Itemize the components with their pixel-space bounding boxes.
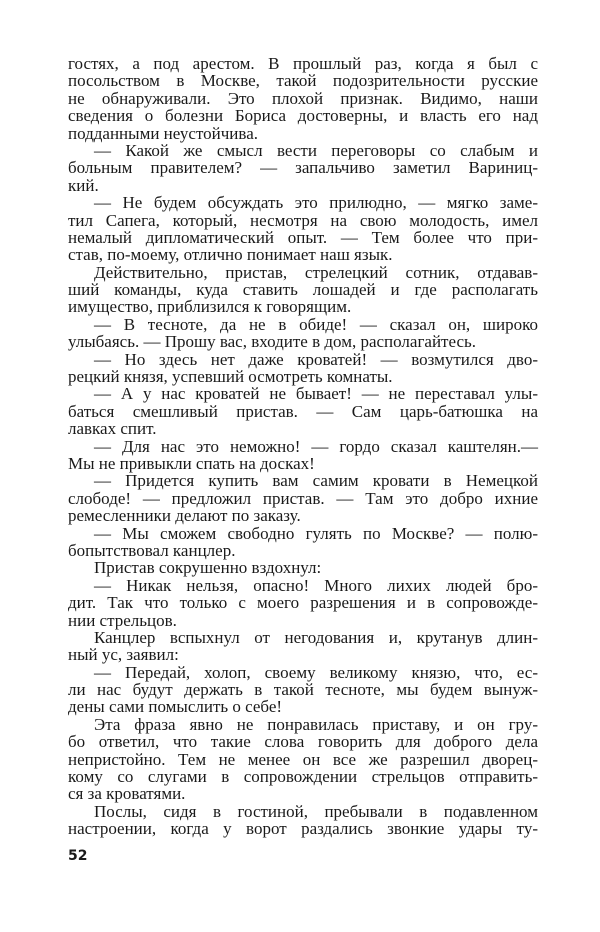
text-line: Пристав сокрушенно вздохнул:	[94, 558, 322, 578]
text-line: немалый дипломатический опыт. — Тем более что при-	[68, 227, 538, 247]
page-number: 52	[68, 848, 88, 864]
text-line: подданными неустойчива.	[68, 123, 258, 143]
text-line: — Но здесь нет даже кроватей! — возмутился дво-	[94, 349, 538, 369]
text-line: ший команды, куда ставить лошадей и где располагать	[68, 280, 538, 300]
text-line: улыбаясь. — Прошу вас, входите в дом, располагайтесь.	[68, 332, 477, 352]
text-line: бопытствовал канцлер.	[68, 540, 236, 560]
text-line: бо ответил, что такие слова говорить для доброго дела	[68, 732, 538, 752]
text-line: Эта фраза явно не понравилась приставу, и он гру-	[94, 714, 538, 734]
text-line: рецкий князя, успевший осмотреть комнаты.	[68, 367, 393, 387]
text-line: ный ус, заявил:	[68, 645, 179, 665]
text-line: кий.	[68, 175, 99, 195]
text-line: Мы не привыкли спать на досках!	[68, 453, 315, 473]
page-body-text	[68, 55, 538, 838]
text-line: — Передай, холоп, своему великому князю, что, ес-	[94, 662, 538, 682]
text-line: Канцлер вспыхнул от негодования и, крутанув длин-	[94, 627, 538, 647]
text-line: Действительно, пристав, стрелецкий сотник, отдавав-	[94, 262, 538, 282]
text-line: Послы, сидя в гостиной, пребывали в подавленном	[94, 801, 538, 821]
text-line: больным правителем? — запальчиво заметил Вариниц-	[68, 158, 538, 178]
text-line: — Какой же смысл вести переговоры со слабым и	[94, 140, 538, 160]
text-line: гостях, а под арестом. В прошлый раз, когда я был с	[68, 54, 538, 73]
text-line: нии стрельцов.	[68, 610, 177, 630]
text-line: слободе! — предложил пристав. — Там это добро ихние	[68, 488, 538, 508]
text-line: не обнаруживали. Это плохой признак. Видимо, наши	[68, 88, 538, 108]
text-line: ли нас будут держать в такой тесноте, мы будем вынуж-	[68, 680, 538, 700]
text-line: ремесленники делают по заказу.	[68, 506, 301, 526]
text-line: настроении, когда у ворот раздались звонкие удары ту-	[68, 819, 538, 839]
text-line: лавках спит.	[68, 419, 157, 439]
text-line: баться смешливый пристав. — Сам царь-батюшка на	[68, 401, 538, 421]
text-line: став, по-моему, отлично понимает наш язык.	[68, 245, 393, 265]
text-line: дены сами помыслить о себе!	[68, 697, 283, 717]
text-line: дит. Так что только с моего разрешения и в сопровожде-	[68, 593, 538, 613]
text-line: — Не будем обсуждать это прилюдно, — мягко заме-	[94, 193, 538, 213]
text-line: кому со слугами в сопровождении стрельцов отправить-	[68, 767, 538, 787]
text-line: — А у нас кроватей не бывает! — не переставал улы-	[94, 384, 538, 404]
text-line: — В тесноте, да не в обиде! — сказал он, широко	[94, 314, 538, 334]
text-line: сведения о болезни Бориса достоверны, и власть его над	[68, 106, 538, 126]
text-line: посольством в Москве, такой подозрительности русские	[68, 71, 538, 91]
text-line: — Мы сможем свободно гулять по Москве? — полю-	[94, 523, 538, 543]
text-line: — Никак нельзя, опасно! Много лихих людей бро-	[94, 575, 538, 595]
text-line: имущество, приблизился к говорящим.	[68, 297, 352, 317]
text-line: — Придется купить вам самим кровати в Немецкой	[94, 471, 538, 491]
text-line: ся за кроватями.	[68, 784, 186, 804]
text-line: непристойно. Тем не менее он все же разрешил дворец-	[68, 749, 538, 769]
text-line: — Для нас это неможно! — гордо сказал каштелян.—	[94, 436, 538, 456]
text-line: тил Сапега, который, несмотря на свою молодость, имел	[68, 210, 538, 230]
